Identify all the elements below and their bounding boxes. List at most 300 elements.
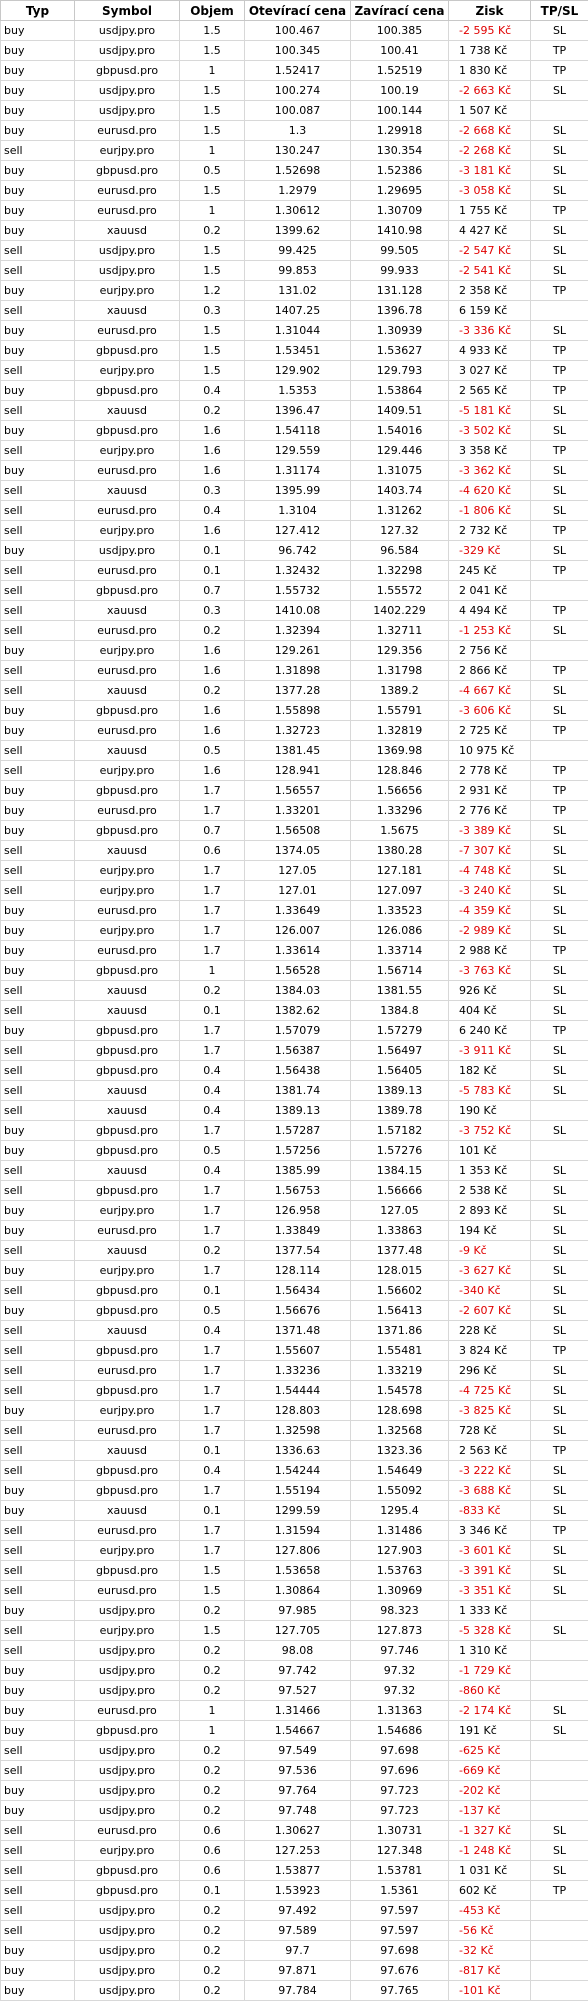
cell-open-price: 1.53923 — [245, 1881, 351, 1901]
table-row — [1, 1641, 588, 1661]
cell-objem: 0.6 — [180, 1861, 245, 1881]
table-row — [1, 1241, 588, 1261]
cell-close-price: 1403.74 — [351, 481, 449, 501]
cell-objem: 1.7 — [180, 1021, 245, 1041]
cell-symbol: eurjpy.pro — [75, 281, 180, 301]
cell-tp-sl — [531, 1681, 588, 1701]
cell-tp-sl: SL — [531, 481, 588, 501]
cell-open-price: 126.007 — [245, 921, 351, 941]
cell-tp-sl: SL — [531, 1221, 588, 1241]
cell-zisk: -4 748 Kč — [449, 861, 531, 881]
cell-zisk: -137 Kč — [449, 1801, 531, 1821]
cell-close-price: 1.30939 — [351, 321, 449, 341]
cell-symbol: eurjpy.pro — [75, 1841, 180, 1861]
table-row — [1, 1301, 588, 1321]
cell-tp-sl — [531, 1761, 588, 1781]
cell-symbol: gbpusd.pro — [75, 1141, 180, 1161]
cell-tp-sl: SL — [531, 621, 588, 641]
cell-zisk: -9 Kč — [449, 1241, 531, 1261]
cell-symbol: usdjpy.pro — [75, 1661, 180, 1681]
cell-open-price: 1.32598 — [245, 1421, 351, 1441]
cell-symbol: eurjpy.pro — [75, 1261, 180, 1281]
cell-close-price: 129.356 — [351, 641, 449, 661]
cell-tp-sl — [531, 1661, 588, 1681]
cell-open-price: 97.742 — [245, 1661, 351, 1681]
cell-close-price: 1.33219 — [351, 1361, 449, 1381]
cell-typ: buy — [1, 1201, 75, 1221]
cell-open-price: 1399.62 — [245, 221, 351, 241]
table-row — [1, 501, 588, 521]
cell-tp-sl: TP — [531, 1021, 588, 1041]
cell-tp-sl: SL — [531, 1821, 588, 1841]
table-row — [1, 1321, 588, 1341]
cell-zisk: -2 607 Kč — [449, 1301, 531, 1321]
cell-objem: 1.7 — [180, 861, 245, 881]
cell-typ: buy — [1, 1601, 75, 1621]
table-row — [1, 321, 588, 341]
cell-zisk: -3 362 Kč — [449, 461, 531, 481]
cell-tp-sl: SL — [531, 1081, 588, 1101]
cell-typ: sell — [1, 1561, 75, 1581]
cell-objem: 0.1 — [180, 1001, 245, 1021]
cell-close-price: 97.597 — [351, 1921, 449, 1941]
cell-open-price: 100.274 — [245, 81, 351, 101]
table-row — [1, 1201, 588, 1221]
cell-zisk: -5 328 Kč — [449, 1621, 531, 1641]
table-row — [1, 1361, 588, 1381]
cell-open-price: 100.087 — [245, 101, 351, 121]
cell-tp-sl: SL — [531, 21, 588, 41]
cell-close-price: 130.354 — [351, 141, 449, 161]
cell-zisk: 4 933 Kč — [449, 341, 531, 361]
table-row — [1, 1441, 588, 1461]
table-row — [1, 181, 588, 201]
cell-zisk: 3 346 Kč — [449, 1521, 531, 1541]
cell-symbol: eurjpy.pro — [75, 861, 180, 881]
cell-objem: 0.2 — [180, 1241, 245, 1261]
cell-typ: sell — [1, 1881, 75, 1901]
cell-typ: sell — [1, 141, 75, 161]
table-row — [1, 81, 588, 101]
cell-objem: 0.5 — [180, 741, 245, 761]
cell-symbol: usdjpy.pro — [75, 1761, 180, 1781]
cell-zisk: -340 Kč — [449, 1281, 531, 1301]
cell-objem: 0.3 — [180, 301, 245, 321]
cell-open-price: 1299.59 — [245, 1501, 351, 1521]
cell-tp-sl: TP — [531, 721, 588, 741]
cell-objem: 1.7 — [180, 1221, 245, 1241]
cell-symbol: gbpusd.pro — [75, 581, 180, 601]
cell-typ: sell — [1, 681, 75, 701]
cell-typ: sell — [1, 861, 75, 881]
cell-close-price: 1381.55 — [351, 981, 449, 1001]
cell-zisk: 228 Kč — [449, 1321, 531, 1341]
cell-close-price: 1.55092 — [351, 1481, 449, 1501]
cell-open-price: 1.56528 — [245, 961, 351, 981]
cell-typ: sell — [1, 1441, 75, 1461]
cell-objem: 0.1 — [180, 1441, 245, 1461]
cell-open-price: 129.902 — [245, 361, 351, 381]
cell-typ: buy — [1, 1981, 75, 2001]
cell-close-price: 1.31798 — [351, 661, 449, 681]
cell-open-price: 1.57256 — [245, 1141, 351, 1161]
cell-tp-sl — [531, 1141, 588, 1161]
cell-open-price: 1.5353 — [245, 381, 351, 401]
cell-typ: sell — [1, 661, 75, 681]
cell-typ: buy — [1, 1141, 75, 1161]
cell-objem: 1.6 — [180, 461, 245, 481]
table-row — [1, 481, 588, 501]
cell-open-price: 1.56438 — [245, 1061, 351, 1081]
cell-objem: 1.7 — [180, 781, 245, 801]
table-row — [1, 621, 588, 641]
cell-objem: 0.2 — [180, 1961, 245, 1981]
table-row — [1, 1961, 588, 1981]
cell-zisk: 2 778 Kč — [449, 761, 531, 781]
cell-typ: sell — [1, 1461, 75, 1481]
cell-close-price: 127.05 — [351, 1201, 449, 1221]
cell-tp-sl: SL — [531, 1241, 588, 1261]
cell-zisk: -56 Kč — [449, 1921, 531, 1941]
cell-open-price: 127.806 — [245, 1541, 351, 1561]
cell-close-price: 1.55572 — [351, 581, 449, 601]
cell-objem: 1.7 — [180, 1401, 245, 1421]
cell-objem: 1.6 — [180, 521, 245, 541]
cell-close-price: 99.505 — [351, 241, 449, 261]
cell-typ: sell — [1, 1741, 75, 1761]
cell-close-price: 97.723 — [351, 1801, 449, 1821]
cell-typ: sell — [1, 1761, 75, 1781]
cell-open-price: 100.345 — [245, 41, 351, 61]
cell-zisk: -4 667 Kč — [449, 681, 531, 701]
cell-typ: sell — [1, 1161, 75, 1181]
cell-zisk: -817 Kč — [449, 1961, 531, 1981]
cell-symbol: xauusd — [75, 1321, 180, 1341]
cell-tp-sl: TP — [531, 941, 588, 961]
cell-tp-sl: TP — [531, 1441, 588, 1461]
cell-symbol: xauusd — [75, 401, 180, 421]
cell-symbol: eurusd.pro — [75, 1821, 180, 1841]
cell-close-price: 127.348 — [351, 1841, 449, 1861]
cell-typ: buy — [1, 341, 75, 361]
cell-tp-sl — [531, 1981, 588, 2001]
cell-typ: sell — [1, 621, 75, 641]
cell-close-price: 127.903 — [351, 1541, 449, 1561]
cell-objem: 0.4 — [180, 381, 245, 401]
table-row — [1, 1781, 588, 1801]
cell-open-price: 1.31594 — [245, 1521, 351, 1541]
cell-close-price: 1.55481 — [351, 1341, 449, 1361]
cell-close-price: 128.015 — [351, 1261, 449, 1281]
cell-tp-sl: TP — [531, 661, 588, 681]
cell-objem: 0.1 — [180, 1501, 245, 1521]
cell-symbol: xauusd — [75, 1101, 180, 1121]
cell-tp-sl: SL — [531, 1281, 588, 1301]
cell-open-price: 128.803 — [245, 1401, 351, 1421]
table-row — [1, 761, 588, 781]
cell-close-price: 1.53627 — [351, 341, 449, 361]
cell-objem: 0.2 — [180, 1801, 245, 1821]
cell-tp-sl: SL — [531, 1581, 588, 1601]
cell-zisk: -3 688 Kč — [449, 1481, 531, 1501]
cell-objem: 1.5 — [180, 121, 245, 141]
cell-zisk: -3 351 Kč — [449, 1581, 531, 1601]
cell-zisk: -1 253 Kč — [449, 621, 531, 641]
cell-open-price: 1.53658 — [245, 1561, 351, 1581]
cell-objem: 1.5 — [180, 341, 245, 361]
cell-zisk: -860 Kč — [449, 1681, 531, 1701]
cell-objem: 1.5 — [180, 1561, 245, 1581]
cell-open-price: 129.261 — [245, 641, 351, 661]
cell-zisk: 4 427 Kč — [449, 221, 531, 241]
cell-symbol: eurusd.pro — [75, 721, 180, 741]
cell-close-price: 1.30731 — [351, 1821, 449, 1841]
cell-zisk: 1 031 Kč — [449, 1861, 531, 1881]
table-row — [1, 701, 588, 721]
table-row — [1, 741, 588, 761]
cell-symbol: eurusd.pro — [75, 621, 180, 641]
cell-objem: 1.5 — [180, 41, 245, 61]
cell-objem: 0.2 — [180, 1661, 245, 1681]
cell-tp-sl: TP — [531, 341, 588, 361]
cell-objem: 0.2 — [180, 1921, 245, 1941]
cell-open-price: 1.56434 — [245, 1281, 351, 1301]
cell-objem: 0.2 — [180, 1941, 245, 1961]
cell-typ: sell — [1, 441, 75, 461]
cell-zisk: -5 783 Kč — [449, 1081, 531, 1101]
cell-typ: buy — [1, 641, 75, 661]
cell-close-price: 127.181 — [351, 861, 449, 881]
cell-symbol: eurjpy.pro — [75, 1541, 180, 1561]
cell-close-price: 97.746 — [351, 1641, 449, 1661]
cell-typ: buy — [1, 1501, 75, 1521]
cell-objem: 0.2 — [180, 1601, 245, 1621]
cell-typ: sell — [1, 841, 75, 861]
cell-symbol: gbpusd.pro — [75, 1061, 180, 1081]
cell-zisk: -1 729 Kč — [449, 1661, 531, 1681]
cell-tp-sl: TP — [531, 201, 588, 221]
cell-zisk: 1 310 Kč — [449, 1641, 531, 1661]
cell-tp-sl: SL — [531, 541, 588, 561]
cell-tp-sl: SL — [531, 161, 588, 181]
cell-typ: sell — [1, 1001, 75, 1021]
table-row — [1, 921, 588, 941]
table-row — [1, 1901, 588, 1921]
cell-open-price: 1.57287 — [245, 1121, 351, 1141]
cell-open-price: 1.30627 — [245, 1821, 351, 1841]
cell-symbol: eurusd.pro — [75, 661, 180, 681]
cell-symbol: eurjpy.pro — [75, 141, 180, 161]
cell-symbol: gbpusd.pro — [75, 781, 180, 801]
cell-tp-sl: SL — [531, 461, 588, 481]
cell-objem: 0.2 — [180, 221, 245, 241]
cell-typ: buy — [1, 281, 75, 301]
cell-open-price: 127.705 — [245, 1621, 351, 1641]
cell-objem: 0.3 — [180, 601, 245, 621]
cell-open-price: 1.53451 — [245, 341, 351, 361]
cell-symbol: gbpusd.pro — [75, 821, 180, 841]
cell-close-price: 1.31486 — [351, 1521, 449, 1541]
cell-typ: buy — [1, 61, 75, 81]
cell-open-price: 1.55607 — [245, 1341, 351, 1361]
table-row — [1, 381, 588, 401]
cell-tp-sl: SL — [531, 141, 588, 161]
cell-typ: sell — [1, 1241, 75, 1261]
cell-zisk: 1 333 Kč — [449, 1601, 531, 1621]
table-row — [1, 661, 588, 681]
cell-close-price: 1.29695 — [351, 181, 449, 201]
cell-zisk: -3 606 Kč — [449, 701, 531, 721]
table-row — [1, 1061, 588, 1081]
cell-zisk: 191 Kč — [449, 1721, 531, 1741]
cell-close-price: 1.54649 — [351, 1461, 449, 1481]
cell-close-price: 99.933 — [351, 261, 449, 281]
table-row — [1, 161, 588, 181]
cell-tp-sl: SL — [531, 1541, 588, 1561]
cell-close-price: 128.846 — [351, 761, 449, 781]
cell-typ: buy — [1, 1021, 75, 1041]
cell-open-price: 128.114 — [245, 1261, 351, 1281]
cell-objem: 0.2 — [180, 1741, 245, 1761]
table-row — [1, 1401, 588, 1421]
table-row — [1, 1981, 588, 2001]
cell-symbol: gbpusd.pro — [75, 381, 180, 401]
cell-close-price: 97.32 — [351, 1661, 449, 1681]
cell-typ: buy — [1, 21, 75, 41]
cell-zisk: -32 Kč — [449, 1941, 531, 1961]
cell-typ: buy — [1, 41, 75, 61]
cell-symbol: xauusd — [75, 221, 180, 241]
table-row — [1, 441, 588, 461]
cell-typ: sell — [1, 1621, 75, 1641]
cell-zisk: 190 Kč — [449, 1101, 531, 1121]
cell-tp-sl: SL — [531, 861, 588, 881]
cell-symbol: eurusd.pro — [75, 501, 180, 521]
cell-open-price: 129.559 — [245, 441, 351, 461]
cell-symbol: gbpusd.pro — [75, 61, 180, 81]
cell-objem: 0.5 — [180, 161, 245, 181]
cell-tp-sl: TP — [531, 281, 588, 301]
cell-close-price: 100.144 — [351, 101, 449, 121]
cell-tp-sl: SL — [531, 1721, 588, 1741]
cell-typ: sell — [1, 1841, 75, 1861]
cell-close-price: 97.32 — [351, 1681, 449, 1701]
cell-symbol: xauusd — [75, 1501, 180, 1521]
cell-symbol: eurjpy.pro — [75, 881, 180, 901]
cell-typ: sell — [1, 1181, 75, 1201]
cell-open-price: 1.55898 — [245, 701, 351, 721]
cell-tp-sl: SL — [531, 1501, 588, 1521]
cell-close-price: 1.52519 — [351, 61, 449, 81]
cell-open-price: 1.32723 — [245, 721, 351, 741]
cell-zisk: -3 627 Kč — [449, 1261, 531, 1281]
cell-typ: buy — [1, 961, 75, 981]
cell-zisk: -2 595 Kč — [449, 21, 531, 41]
cell-objem: 0.4 — [180, 1101, 245, 1121]
cell-zisk: 182 Kč — [449, 1061, 531, 1081]
cell-symbol: usdjpy.pro — [75, 1601, 180, 1621]
table-row — [1, 1341, 588, 1361]
cell-tp-sl: SL — [531, 881, 588, 901]
cell-zisk: 2 776 Kč — [449, 801, 531, 821]
cell-objem: 0.1 — [180, 1881, 245, 1901]
cell-zisk: -329 Kč — [449, 541, 531, 561]
cell-close-price: 1402.229 — [351, 601, 449, 621]
cell-open-price: 1.54118 — [245, 421, 351, 441]
cell-zisk: 1 507 Kč — [449, 101, 531, 121]
cell-zisk: -202 Kč — [449, 1781, 531, 1801]
cell-open-price: 99.425 — [245, 241, 351, 261]
table-row — [1, 901, 588, 921]
cell-objem: 1.7 — [180, 1121, 245, 1141]
cell-typ: buy — [1, 541, 75, 561]
cell-typ: buy — [1, 1301, 75, 1321]
cell-typ: sell — [1, 1821, 75, 1841]
cell-open-price: 1.53877 — [245, 1861, 351, 1881]
cell-symbol: eurusd.pro — [75, 901, 180, 921]
cell-symbol: gbpusd.pro — [75, 1181, 180, 1201]
cell-typ: buy — [1, 161, 75, 181]
table-row — [1, 1761, 588, 1781]
cell-typ: buy — [1, 801, 75, 821]
cell-zisk: 6 240 Kč — [449, 1021, 531, 1041]
cell-close-price: 1.56666 — [351, 1181, 449, 1201]
cell-zisk: -3 763 Kč — [449, 961, 531, 981]
cell-tp-sl: SL — [531, 1621, 588, 1641]
table-row — [1, 521, 588, 541]
cell-tp-sl: TP — [531, 801, 588, 821]
cell-zisk: -625 Kč — [449, 1741, 531, 1761]
table-row — [1, 1281, 588, 1301]
cell-tp-sl — [531, 1921, 588, 1941]
cell-close-price: 1.5361 — [351, 1881, 449, 1901]
cell-open-price: 127.01 — [245, 881, 351, 901]
cell-open-price: 97.7 — [245, 1941, 351, 1961]
cell-tp-sl: SL — [531, 1481, 588, 1501]
cell-objem: 1.7 — [180, 1341, 245, 1361]
cell-tp-sl: SL — [531, 1261, 588, 1281]
cell-typ: sell — [1, 1921, 75, 1941]
cell-objem: 0.1 — [180, 541, 245, 561]
cell-typ: buy — [1, 1481, 75, 1501]
cell-objem: 1.6 — [180, 701, 245, 721]
cell-typ: buy — [1, 1961, 75, 1981]
cell-objem: 1.7 — [180, 1421, 245, 1441]
cell-objem: 1.5 — [180, 81, 245, 101]
cell-objem: 1.7 — [180, 1261, 245, 1281]
cell-zisk: -3 825 Kč — [449, 1401, 531, 1421]
cell-tp-sl — [531, 1901, 588, 1921]
cell-typ: buy — [1, 721, 75, 741]
table-row — [1, 1461, 588, 1481]
cell-symbol: eurjpy.pro — [75, 1621, 180, 1641]
header-objem: Objem — [180, 1, 245, 21]
cell-open-price: 97.549 — [245, 1741, 351, 1761]
table-row — [1, 641, 588, 661]
cell-objem: 0.7 — [180, 581, 245, 601]
cell-symbol: usdjpy.pro — [75, 81, 180, 101]
table-row — [1, 1581, 588, 1601]
cell-open-price: 97.492 — [245, 1901, 351, 1921]
table-row — [1, 821, 588, 841]
cell-typ: buy — [1, 821, 75, 841]
cell-typ: sell — [1, 761, 75, 781]
cell-zisk: -833 Kč — [449, 1501, 531, 1521]
cell-tp-sl: TP — [531, 521, 588, 541]
cell-tp-sl — [531, 1961, 588, 1981]
cell-objem: 1.7 — [180, 1041, 245, 1061]
table-row — [1, 1501, 588, 1521]
